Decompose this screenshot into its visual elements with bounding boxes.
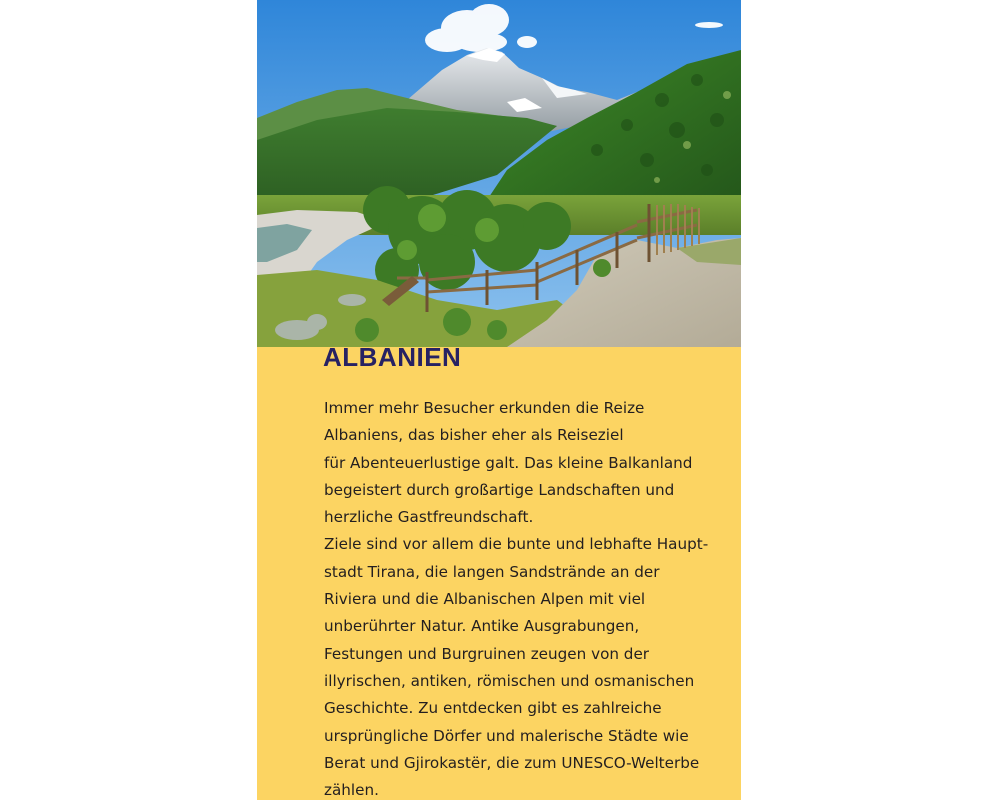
text-line: herzliche Gastfreundschaft. xyxy=(324,508,534,527)
text-line: Immer mehr Besucher erkunden die Reize xyxy=(324,399,645,417)
text-line: Geschichte. Zu entdecken gibt es zahlreiche xyxy=(324,699,662,718)
text-line: begeistert durch großartige Landschaften und xyxy=(324,480,675,499)
text-line: unberührter Natur. Antike Ausgrabungen, xyxy=(324,617,640,636)
mountain-landscape-photo xyxy=(257,0,741,347)
book-page xyxy=(257,0,741,800)
text-line: Ziele sind vor allem die bunte und lebhafte Haupt- xyxy=(324,535,709,554)
text-line: illyrischen, antiken, römischen und osmanischen xyxy=(324,671,695,690)
text-line: Riviera und die Albanischen Alpen mit viel xyxy=(324,590,646,609)
text-line: für Abenteuerlustige galt. Das kleine Balkanland xyxy=(324,453,693,472)
text-line: ursprüngliche Dörfer und malerische Städte wie xyxy=(324,726,689,745)
text-line: Berat und Gjirokastër, die zum UNESCO-Welterbe xyxy=(324,753,700,772)
text-line: stadt Tirana, die langen Sandstrände an der xyxy=(324,562,660,581)
page-title: ALBANIEN xyxy=(323,342,462,372)
text-line: Albaniens, das bisher eher als Reiseziel xyxy=(324,426,624,445)
intro-paragraph xyxy=(324,395,724,800)
text-line: Festungen und Burgruinen zeugen von der xyxy=(324,644,650,663)
text-line: zählen. xyxy=(324,781,379,800)
